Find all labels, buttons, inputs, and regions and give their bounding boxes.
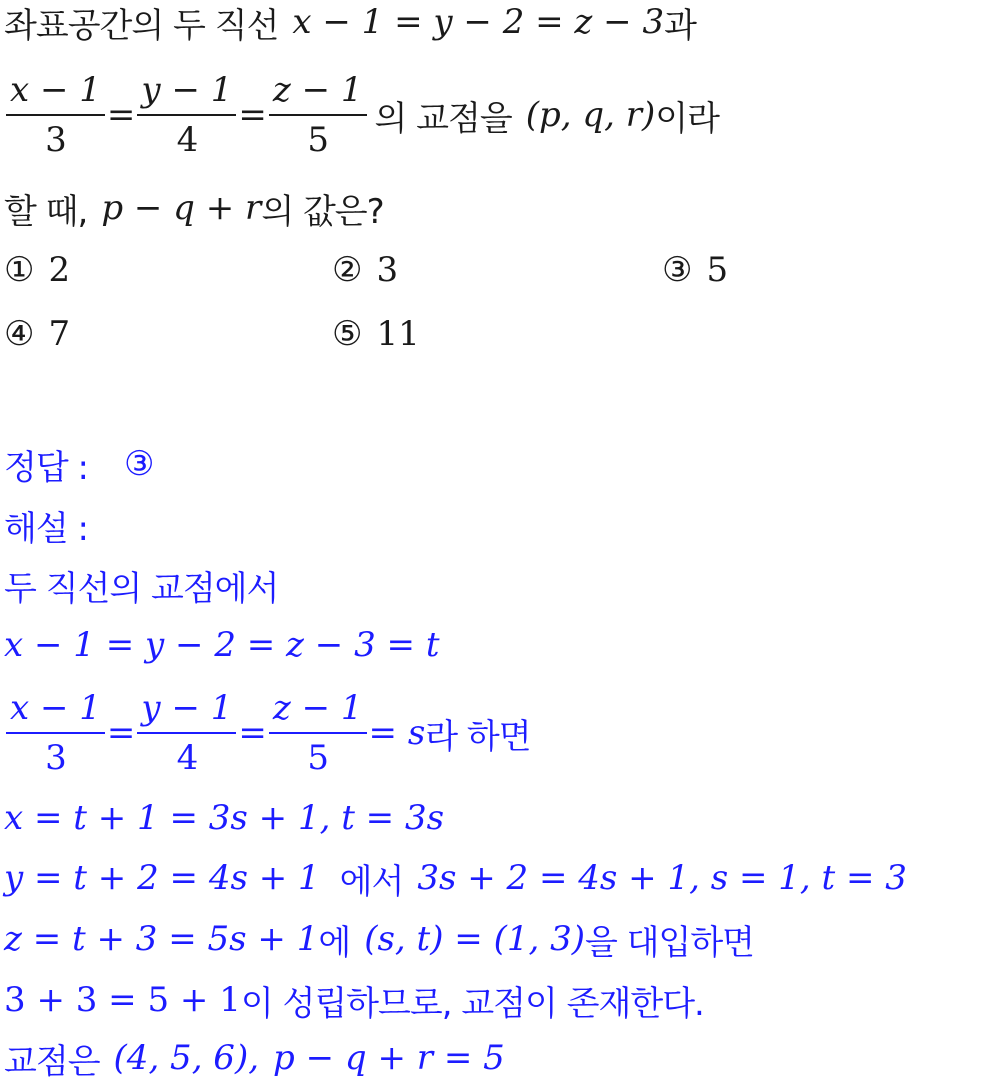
choice-4[interactable] bbox=[4, 314, 70, 354]
solution-equation: x = t + 1 = 3s + 1, t = 3s bbox=[4, 798, 445, 838]
fraction-numerator: x − 1 bbox=[6, 70, 105, 116]
line-equation: x − 1 = y − 2 = z − 3 bbox=[292, 2, 665, 42]
fraction-numerator: z − 1 bbox=[269, 688, 367, 734]
solution-text: 교점은 bbox=[4, 1041, 100, 1082]
choice-value: 3 bbox=[376, 250, 399, 290]
solution-text: 을 대입하면 bbox=[584, 922, 755, 963]
final-answer-equation: p − q + r = 5 bbox=[273, 1038, 505, 1078]
question-intersection-text: 의 교점을 bbox=[374, 98, 512, 139]
solution-equation: y = t + 2 = 4s + 1 bbox=[4, 858, 320, 898]
fraction-denominator: 3 bbox=[45, 738, 66, 778]
solution-line-2 bbox=[4, 617, 439, 673]
choice-mark: ④ bbox=[4, 314, 35, 354]
question-line-1 bbox=[4, 0, 696, 50]
solution-line-5 bbox=[4, 850, 907, 906]
fraction-denominator: 4 bbox=[176, 120, 198, 160]
solution-equation: z = t + 3 = 5s + 1 bbox=[4, 919, 319, 959]
answer-value: ③ bbox=[123, 444, 154, 484]
solution-text: 이 성립하므로, 교점이 존재한다. bbox=[240, 983, 704, 1024]
question-line-2: $\frac{x - 1}{3}$ = $\frac{y - 1}{4}$ = $\frac{z - 1}{5}$ 의 교점을 (p, q, r) 이라 bbox=[4, 70, 719, 160]
solution-line-6 bbox=[4, 911, 754, 967]
answer-label: 정답 : bbox=[4, 447, 88, 488]
choice-value: 11 bbox=[376, 314, 420, 354]
fraction-z bbox=[269, 70, 367, 160]
solution-equation: (s, t) = (1, 3) bbox=[364, 919, 585, 959]
solution-line-1 bbox=[4, 557, 278, 613]
solution-label: 해설 : bbox=[4, 508, 88, 549]
solution-text: 에서 bbox=[339, 861, 404, 902]
question-when-text: 할 때, bbox=[4, 191, 88, 232]
fraction-denominator: 4 bbox=[176, 738, 198, 778]
solution-equation: 3s + 2 = 4s + 1, s = 1, t = 3 bbox=[417, 858, 907, 898]
fraction-denominator: 3 bbox=[45, 120, 66, 160]
fraction-numerator: y − 1 bbox=[137, 70, 236, 116]
fraction-x bbox=[6, 70, 105, 160]
choice-mark: ③ bbox=[662, 250, 693, 290]
question-suffix-text: 이라 bbox=[655, 98, 719, 139]
fraction-denominator: 5 bbox=[307, 120, 329, 160]
choice-value: 5 bbox=[706, 250, 729, 290]
solution-parameter: = s bbox=[368, 713, 426, 753]
answer-line bbox=[4, 436, 153, 492]
choice-mark: ② bbox=[332, 250, 363, 290]
solution-line-3: $\frac{x - 1}{3}$ = $\frac{y - 1}{4}$ = $\frac{z - 1}{5}$ = s 라 하면 bbox=[4, 688, 531, 778]
solution-equation: (4, 5, 6), bbox=[113, 1038, 260, 1078]
question-connector-text: 과 bbox=[664, 5, 696, 46]
choice-mark: ① bbox=[4, 250, 35, 290]
fraction-x bbox=[6, 688, 105, 778]
target-expression: p − q + r bbox=[101, 188, 262, 228]
solution-line-4 bbox=[4, 790, 444, 846]
choice-1[interactable] bbox=[4, 250, 70, 290]
choice-value: 2 bbox=[48, 250, 71, 290]
fraction-numerator: x − 1 bbox=[6, 688, 105, 734]
solution-equation: 3 + 3 = 5 + 1 bbox=[4, 980, 241, 1020]
fraction-denominator: 5 bbox=[307, 738, 329, 778]
fraction-y bbox=[137, 688, 236, 778]
question-line-3 bbox=[4, 180, 384, 236]
solution-line-7 bbox=[4, 972, 704, 1028]
choice-3[interactable] bbox=[662, 250, 728, 290]
fraction-numerator: y − 1 bbox=[137, 688, 236, 734]
question-ask-text: 의 값은? bbox=[261, 191, 384, 232]
fraction-z bbox=[269, 688, 367, 778]
choice-value: 7 bbox=[48, 314, 71, 354]
fraction-y bbox=[137, 70, 236, 160]
choice-2[interactable] bbox=[332, 250, 398, 290]
choice-mark: ⑤ bbox=[332, 314, 363, 354]
solution-text: 라 하면 bbox=[425, 716, 531, 757]
solution-text: 에 bbox=[318, 922, 351, 963]
intersection-point: (p, q, r) bbox=[525, 95, 656, 135]
choice-5[interactable] bbox=[332, 314, 420, 354]
solution-equation: x − 1 = y − 2 = z − 3 = t bbox=[4, 625, 440, 665]
question-intro-text: 좌표공간의 두 직선 bbox=[4, 5, 279, 46]
solution-label-line bbox=[4, 497, 88, 553]
solution-text: 두 직선의 교점에서 bbox=[4, 568, 279, 609]
solution-line-8 bbox=[4, 1030, 505, 1086]
fraction-numerator: z − 1 bbox=[269, 70, 367, 116]
